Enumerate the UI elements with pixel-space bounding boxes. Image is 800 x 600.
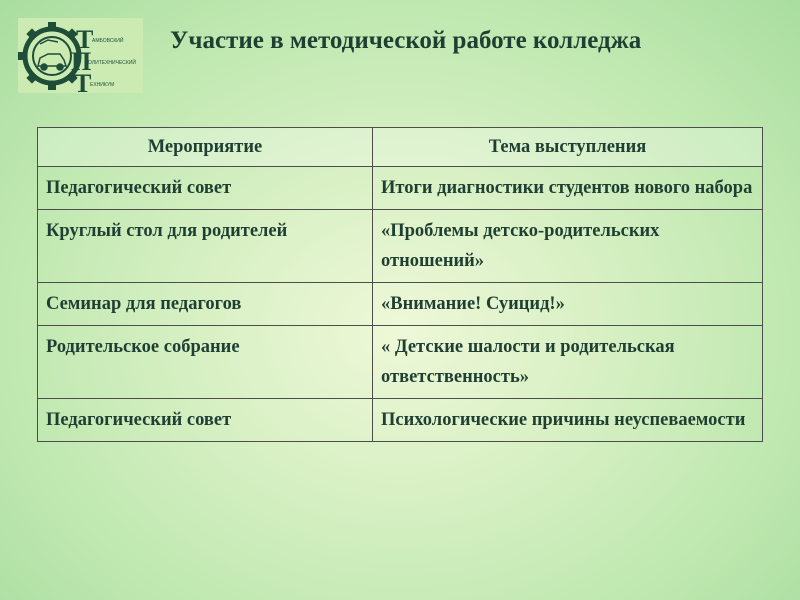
gear-emblem-icon <box>18 18 143 93</box>
topic-cell: Психологические причины неуспеваемости <box>373 399 763 442</box>
table-row <box>38 210 763 283</box>
table-header-row <box>38 128 763 167</box>
activities-table <box>37 127 763 442</box>
logo-line-3: ЕХНИКУМ <box>90 82 115 88</box>
table-row <box>38 167 763 210</box>
topic-cell: «Проблемы детско-родительских отношений» <box>373 210 763 283</box>
college-logo <box>18 18 143 93</box>
table-row <box>38 326 763 399</box>
event-cell: Родительское собрание <box>38 326 373 399</box>
table-row <box>38 283 763 326</box>
logo-letter-t2: Т <box>74 69 92 93</box>
logo-letter-p: П <box>71 47 92 76</box>
slide-title: Участие в методической работе колледжа <box>170 27 642 54</box>
logo-letter-t1: Т <box>76 25 94 54</box>
topic-cell: Итоги диагностики студентов нового набора <box>373 167 763 210</box>
logo-line-1: АМБОВСКИЙ <box>92 38 124 44</box>
logo-line-2: ОЛИТЕХНИЧЕСКИЙ <box>88 60 137 66</box>
event-cell: Круглый стол для родителей <box>38 210 373 283</box>
topic-cell: « Детские шалости и родительская ответственность» <box>373 326 763 399</box>
table-row <box>38 399 763 442</box>
topic-cell: «Внимание! Суицид!» <box>373 283 763 326</box>
column-header-event: Мероприятие <box>38 128 373 167</box>
event-cell: Педагогический совет <box>38 399 373 442</box>
column-header-topic: Тема выступления <box>373 128 763 167</box>
event-cell: Семинар для педагогов <box>38 283 373 326</box>
event-cell: Педагогический совет <box>38 167 373 210</box>
